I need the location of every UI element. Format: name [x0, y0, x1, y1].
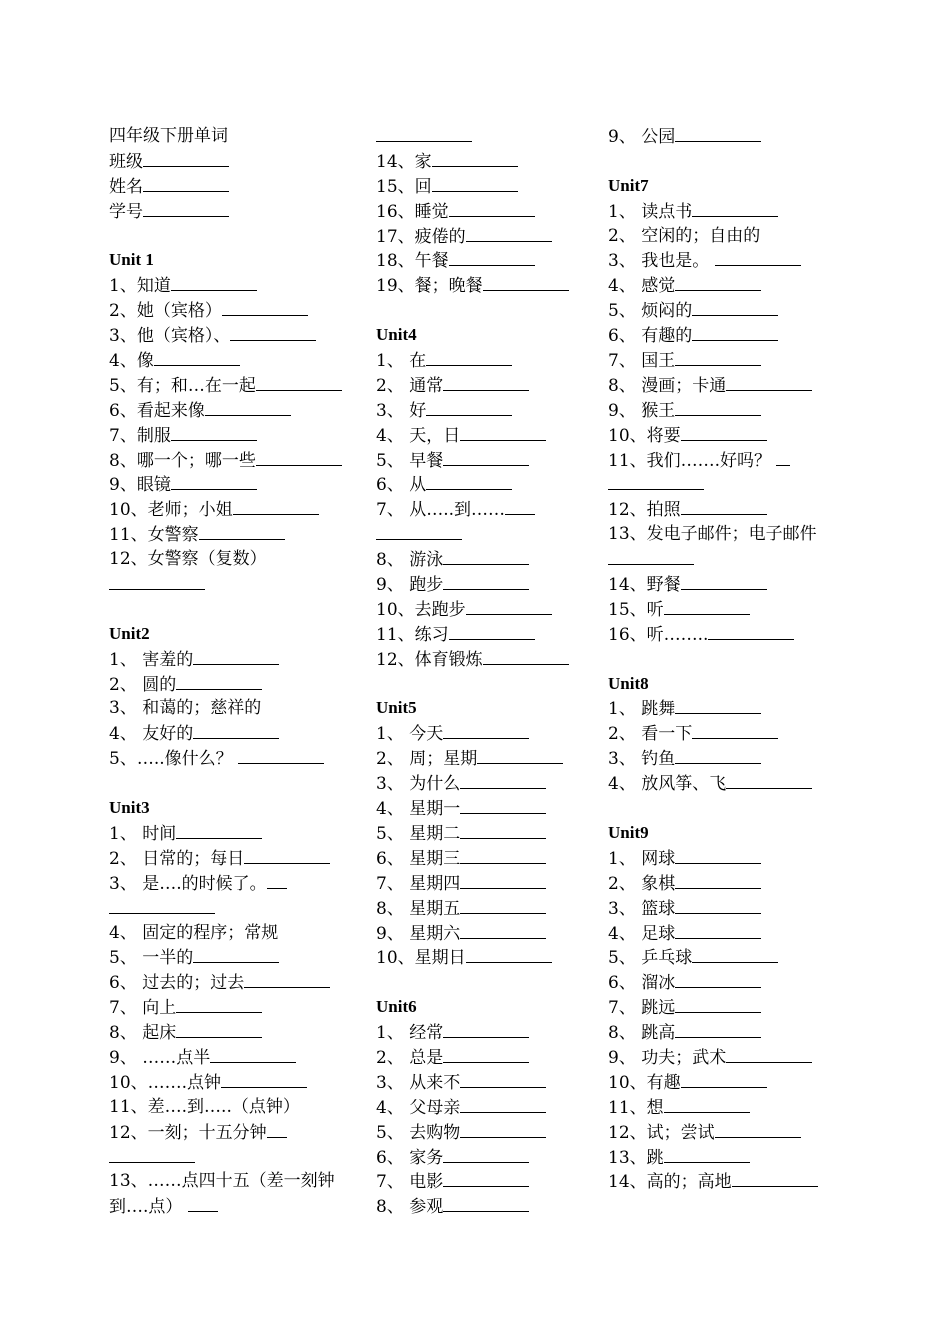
answer-blank[interactable]: [681, 572, 767, 590]
unit3-item: 8、 起床: [109, 1020, 359, 1045]
answer-blank[interactable]: [477, 746, 563, 764]
unit5-item: 7、 星期四: [376, 871, 591, 896]
column-middle: [376, 124, 591, 1219]
answer-blank[interactable]: [176, 672, 262, 690]
unit6-item: 9、 公园: [608, 124, 853, 149]
unit2-item: 1、 害羞的: [109, 647, 359, 672]
unit4-item: 7、 从…..到……: [376, 497, 591, 522]
answer-blank[interactable]: [460, 821, 546, 839]
unit7-item: 4、 感觉: [608, 273, 853, 298]
answer-blank[interactable]: [505, 497, 535, 515]
unit1-item: 10、老师；小姐: [109, 497, 359, 522]
answer-blank[interactable]: [708, 622, 794, 640]
unit3-item-blank-line: [109, 896, 359, 921]
unit9-item: 8、 跳高: [608, 1020, 853, 1045]
unit3-item: 19、餐；晚餐: [376, 273, 591, 298]
unit6-heading: Unit6: [376, 997, 417, 1017]
unit3-item: 16、睡觉: [376, 199, 591, 224]
unit8-heading: Unit8: [608, 673, 649, 693]
unit3-item: 4、 固定的程序；常规: [109, 922, 279, 943]
class-blank[interactable]: [143, 149, 229, 167]
unit9-item: 7、 跳远: [608, 995, 853, 1020]
unit1-item-blank-line: [109, 572, 359, 597]
answer-blank[interactable]: [460, 1070, 546, 1088]
unit3-item: 7、 向上: [109, 995, 359, 1020]
answer-blank[interactable]: [675, 1020, 761, 1038]
answer-blank[interactable]: [443, 572, 529, 590]
answer-blank[interactable]: [443, 721, 529, 739]
unit3-item-blank-line: [109, 1145, 359, 1170]
unit3-item: 9、 ……点半: [109, 1045, 359, 1070]
unit9-item: 3、 篮球: [608, 896, 853, 921]
unit9-item: 2、 象棋: [608, 871, 853, 896]
unit9-item: 12、试；尝试: [608, 1120, 853, 1145]
unit9-item: 14、高的；高地: [608, 1169, 853, 1194]
unit9-item: 11、想: [608, 1095, 853, 1120]
unit9-heading: Unit9: [608, 822, 649, 842]
unit3-item: 6、 过去的；过去: [109, 970, 359, 995]
unit3-item: 15、回: [376, 174, 591, 199]
answer-blank[interactable]: [460, 771, 546, 789]
answer-blank[interactable]: [171, 273, 257, 291]
answer-blank[interactable]: [176, 995, 262, 1013]
answer-blank[interactable]: [210, 1045, 296, 1063]
unit7-item: 3、 我也是。: [608, 248, 853, 273]
unit3-item: 14、家: [376, 149, 591, 174]
answer-blank[interactable]: [233, 497, 319, 515]
answer-blank[interactable]: [681, 497, 767, 515]
answer-blank[interactable]: [675, 696, 761, 714]
answer-blank[interactable]: [109, 896, 215, 914]
answer-blank[interactable]: [692, 323, 778, 341]
unit5-heading: Unit5: [376, 698, 417, 718]
answer-blank[interactable]: [460, 423, 546, 441]
answer-blank[interactable]: [675, 398, 761, 416]
unit2-item: 5、…..像什么？: [109, 746, 359, 771]
unit9-item: 10、有趣: [608, 1070, 853, 1095]
answer-blank[interactable]: [460, 1120, 546, 1138]
unit8-item: 1、 跳舞: [608, 696, 853, 721]
answer-blank[interactable]: [443, 1194, 529, 1212]
answer-blank[interactable]: [675, 995, 761, 1013]
answer-blank[interactable]: [664, 1095, 750, 1113]
unit7-heading: Unit7: [608, 175, 649, 195]
answer-blank[interactable]: [376, 522, 462, 540]
unit4-item: 8、 游泳: [376, 547, 591, 572]
unit8-item: 3、 钓鱼: [608, 746, 853, 771]
answer-blank[interactable]: [732, 1169, 818, 1187]
unit2-heading: Unit2: [109, 623, 150, 643]
answer-blank[interactable]: [188, 1194, 218, 1212]
answer-blank[interactable]: [675, 871, 761, 889]
answer-blank[interactable]: [176, 821, 262, 839]
answer-blank[interactable]: [267, 871, 287, 889]
unit3-item: 17、疲倦的: [376, 224, 591, 249]
answer-blank[interactable]: [460, 896, 546, 914]
unit9-item: 4、 足球: [608, 921, 853, 946]
unit8-item: 4、 放风筝、飞: [608, 771, 853, 796]
unit4-item: 12、体育锻炼: [376, 647, 591, 672]
unit3-item: 3、 是….的时候了。: [109, 871, 359, 896]
answer-blank[interactable]: [199, 522, 285, 540]
unit4-item-blank-line: [376, 522, 591, 547]
unit7-item-blank-line: [608, 472, 853, 497]
answer-blank[interactable]: [483, 273, 569, 291]
unit6-item: 2、 总是: [376, 1045, 591, 1070]
answer-blank[interactable]: [460, 871, 546, 889]
answer-blank[interactable]: [109, 1145, 195, 1163]
unit4-item: 10、去跑步: [376, 597, 591, 622]
answer-blank[interactable]: [664, 597, 750, 615]
unit4-item: 9、 跑步: [376, 572, 591, 597]
unit2-item: 4、 友好的: [109, 721, 359, 746]
unit3-item: 10、…….点钟: [109, 1070, 359, 1095]
answer-blank[interactable]: [726, 771, 812, 789]
answer-blank[interactable]: [776, 448, 790, 466]
unit5-item: 9、 星期六: [376, 921, 591, 946]
answer-blank[interactable]: [675, 124, 761, 142]
unit7-item-blank-line: [608, 547, 853, 572]
unit1-item: 12、女警察（复数）: [109, 549, 267, 570]
answer-blank[interactable]: [466, 597, 552, 615]
unit3-item-blank-line: [376, 124, 591, 149]
unit1-item: 11、女警察: [109, 522, 359, 547]
answer-blank[interactable]: [193, 647, 279, 665]
answer-blank[interactable]: [466, 224, 552, 242]
answer-blank[interactable]: [449, 248, 535, 266]
answer-blank[interactable]: [221, 1070, 307, 1088]
answer-blank[interactable]: [608, 472, 704, 490]
unit9-item: 9、 功夫；武术: [608, 1045, 853, 1070]
unit3-item: 13、……点四十五（差一刻钟: [109, 1171, 335, 1192]
answer-blank[interactable]: [715, 1120, 801, 1138]
answer-blank[interactable]: [193, 721, 279, 739]
unit6-item: 3、 从来不: [376, 1070, 591, 1095]
unit7-item: 13、发电子邮件；电子邮件: [608, 524, 817, 545]
class-field: 班级: [109, 149, 359, 174]
unit6-item: 1、 经常: [376, 1020, 591, 1045]
answer-blank[interactable]: [432, 149, 518, 167]
unit1-item: 2、她（宾格）: [109, 298, 359, 323]
unit3-item: 11、差….到…..（点钟）: [109, 1096, 300, 1117]
answer-blank[interactable]: [675, 970, 761, 988]
answer-blank[interactable]: [466, 945, 552, 963]
answer-blank[interactable]: [244, 846, 330, 864]
student-id-blank[interactable]: [143, 199, 229, 217]
answer-blank[interactable]: [426, 348, 512, 366]
answer-blank[interactable]: [443, 448, 529, 466]
unit5-item: 5、 星期二: [376, 821, 591, 846]
unit6-item: 7、 电影: [376, 1169, 591, 1194]
unit5-item: 10、星期日: [376, 945, 591, 970]
unit2-item: 3、 和蔼的；慈祥的: [109, 698, 262, 719]
answer-blank[interactable]: [443, 1145, 529, 1163]
answer-blank[interactable]: [443, 547, 529, 565]
unit7-item: 12、拍照: [608, 497, 853, 522]
answer-blank[interactable]: [432, 174, 518, 192]
worksheet-title: 四年级下册单词: [109, 126, 228, 146]
answer-blank[interactable]: [681, 1070, 767, 1088]
answer-blank[interactable]: [244, 970, 330, 988]
unit5-item: 6、 星期三: [376, 846, 591, 871]
answer-blank[interactable]: [376, 124, 472, 142]
name-blank[interactable]: [143, 174, 229, 192]
unit1-item: 3、他（宾格）、: [109, 323, 359, 348]
unit7-item: 10、将要: [608, 423, 853, 448]
unit1-item: 9、眼镜: [109, 472, 359, 497]
answer-blank[interactable]: [715, 248, 801, 266]
unit7-item: 7、 国王: [608, 348, 853, 373]
unit4-item: 2、 通常: [376, 373, 591, 398]
unit4-item: 11、练习: [376, 622, 591, 647]
column-left: [109, 124, 359, 1219]
answer-blank[interactable]: [692, 945, 778, 963]
unit5-item: 1、 今天: [376, 721, 591, 746]
answer-blank[interactable]: [154, 348, 240, 366]
unit3-item: 12、一刻；十五分钟: [109, 1120, 359, 1145]
unit7-item: 2、 空闲的；自由的: [608, 225, 761, 246]
answer-blank[interactable]: [460, 921, 546, 939]
unit2-item: 2、 圆的: [109, 672, 359, 697]
unit1-item: 6、看起来像: [109, 398, 359, 423]
unit3-item: 到….点）: [109, 1194, 359, 1219]
unit3-item: 1、 时间: [109, 821, 359, 846]
answer-blank[interactable]: [193, 945, 279, 963]
name-field: 姓名: [109, 174, 359, 199]
unit9-item: 13、跳: [608, 1145, 853, 1170]
answer-blank[interactable]: [222, 298, 308, 316]
unit1-heading: Unit 1: [109, 250, 154, 270]
unit3-item: 2、 日常的；每日: [109, 846, 359, 871]
unit7-item: 6、 有趣的: [608, 323, 853, 348]
answer-blank[interactable]: [692, 199, 778, 217]
answer-blank[interactable]: [675, 896, 761, 914]
answer-blank[interactable]: [726, 1045, 812, 1063]
unit4-item: 3、 好: [376, 398, 591, 423]
answer-blank[interactable]: [675, 348, 761, 366]
answer-blank[interactable]: [726, 373, 812, 391]
unit9-item: 5、 乒乓球: [608, 945, 853, 970]
unit3-item: 18、午餐: [376, 248, 591, 273]
answer-blank[interactable]: [256, 373, 342, 391]
answer-blank[interactable]: [460, 796, 546, 814]
answer-blank[interactable]: [675, 921, 761, 939]
unit8-item: 2、 看一下: [608, 721, 853, 746]
unit6-item: 4、 父母亲: [376, 1095, 591, 1120]
unit6-item: 5、 去购物: [376, 1120, 591, 1145]
unit6-item: 8、 参观: [376, 1194, 591, 1219]
unit6-item: 6、 家务: [376, 1145, 591, 1170]
unit4-item: 6、 从: [376, 472, 591, 497]
answer-blank[interactable]: [176, 1020, 262, 1038]
student-id-field: 学号: [109, 199, 359, 224]
answer-blank[interactable]: [675, 846, 761, 864]
answer-blank[interactable]: [443, 1045, 529, 1063]
unit5-item: 4、 星期一: [376, 796, 591, 821]
answer-blank[interactable]: [608, 547, 694, 565]
answer-blank[interactable]: [230, 323, 316, 341]
column-right: [608, 124, 853, 1194]
answer-blank[interactable]: [483, 647, 569, 665]
unit1-item: 7、制服: [109, 423, 359, 448]
unit5-item: 8、 星期五: [376, 896, 591, 921]
unit7-item: 16、听……..: [608, 622, 853, 647]
unit5-item: 2、 周；星期: [376, 746, 591, 771]
unit3-item: 5、 一半的: [109, 945, 359, 970]
answer-blank[interactable]: [171, 472, 257, 490]
unit7-item: 15、听: [608, 597, 853, 622]
answer-blank[interactable]: [256, 448, 342, 466]
unit5-item: 3、 为什么: [376, 771, 591, 796]
unit7-item: 11、我们…….好吗？: [608, 448, 853, 473]
unit1-item: 5、有；和…在一起: [109, 373, 359, 398]
answer-blank[interactable]: [460, 846, 546, 864]
answer-blank[interactable]: [681, 423, 767, 441]
answer-blank[interactable]: [426, 398, 512, 416]
unit9-item: 1、 网球: [608, 846, 853, 871]
answer-blank[interactable]: [171, 423, 257, 441]
answer-blank[interactable]: [443, 373, 529, 391]
answer-blank[interactable]: [449, 622, 535, 640]
unit7-item: 14、野餐: [608, 572, 853, 597]
unit1-item: 4、像: [109, 348, 359, 373]
unit7-item: 5、 烦闷的: [608, 298, 853, 323]
unit4-item: 1、 在: [376, 348, 591, 373]
answer-blank[interactable]: [238, 746, 324, 764]
unit7-item: 1、 读点书: [608, 199, 853, 224]
answer-blank[interactable]: [267, 1120, 287, 1138]
unit7-item: 9、 猴王: [608, 398, 853, 423]
unit1-item: 8、哪一个；哪一些: [109, 448, 359, 473]
answer-blank[interactable]: [205, 398, 291, 416]
unit4-item: 4、 天，日: [376, 423, 591, 448]
answer-blank[interactable]: [443, 1169, 529, 1187]
answer-blank[interactable]: [109, 572, 205, 590]
answer-blank[interactable]: [675, 746, 761, 764]
unit4-item: 5、 早餐: [376, 448, 591, 473]
unit9-item: 6、 溜冰: [608, 970, 853, 995]
answer-blank[interactable]: [692, 298, 778, 316]
unit3-heading: Unit3: [109, 798, 150, 818]
answer-blank[interactable]: [460, 1095, 546, 1113]
answer-blank[interactable]: [449, 199, 535, 217]
answer-blank[interactable]: [426, 472, 512, 490]
unit7-item: 8、 漫画；卡通: [608, 373, 853, 398]
answer-blank[interactable]: [692, 721, 778, 739]
answer-blank[interactable]: [675, 273, 761, 291]
unit4-heading: Unit4: [376, 325, 417, 345]
unit1-item: 1、知道: [109, 273, 359, 298]
answer-blank[interactable]: [664, 1145, 750, 1163]
answer-blank[interactable]: [443, 1020, 529, 1038]
